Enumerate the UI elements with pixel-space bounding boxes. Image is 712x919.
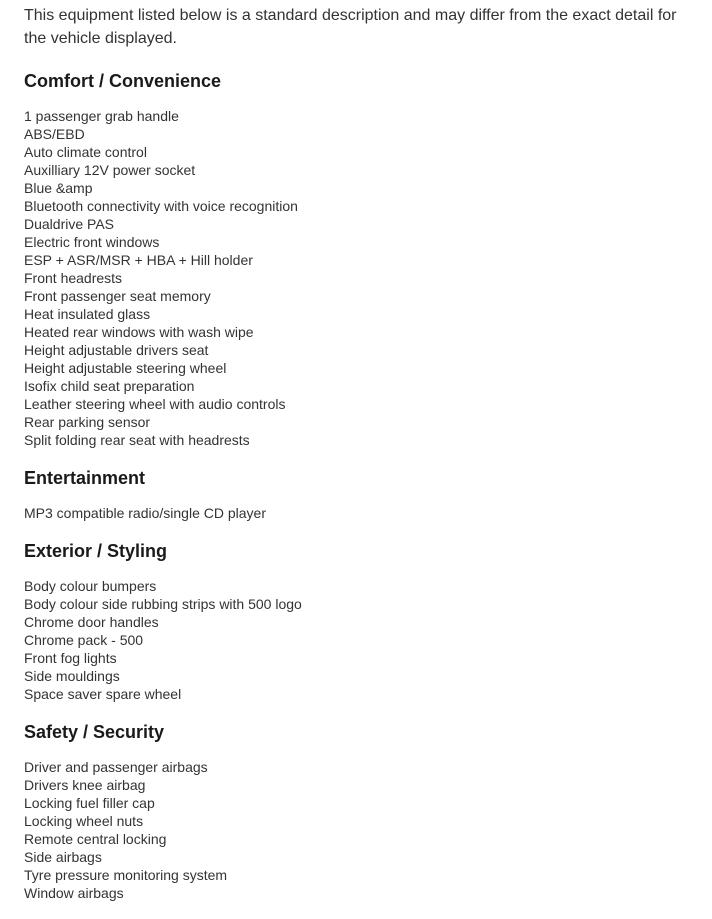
section-comfort-convenience [24, 69, 688, 449]
list-item: Split folding rear seat with headrests [24, 432, 250, 448]
section-safety-security [24, 720, 688, 902]
list-item: Rear parking sensor [24, 414, 151, 430]
equipment-list [24, 577, 688, 703]
list-item: Body colour bumpers [24, 578, 157, 594]
list-item: ABS/EBD [24, 126, 85, 142]
section-title: Entertainment [24, 468, 146, 488]
list-item: Side mouldings [24, 668, 120, 684]
list-item: Electric front windows [24, 234, 160, 250]
list-item: Isofix child seat preparation [24, 378, 195, 394]
list-item: Height adjustable drivers seat [24, 342, 209, 358]
list-item: Window airbags [24, 885, 124, 901]
section-entertainment [24, 466, 688, 522]
section-title: Safety / Security [24, 722, 165, 742]
list-item: Drivers knee airbag [24, 777, 146, 793]
list-item: Height adjustable steering wheel [24, 360, 227, 376]
list-item: Auto climate control [24, 144, 147, 160]
list-item: Chrome pack - 500 [24, 632, 144, 648]
section-exterior-styling [24, 539, 688, 703]
list-item: Body colour side rubbing strips with 500 logo [24, 596, 302, 612]
list-item: Front headrests [24, 270, 123, 286]
intro-text: This equipment listed below is a standard description and may differ from the exact detail for the vehicle displayed. [24, 7, 677, 47]
list-item: Chrome door handles [24, 614, 159, 630]
list-item: Front fog lights [24, 650, 117, 666]
list-item: Front passenger seat memory [24, 288, 211, 304]
equipment-list [24, 758, 688, 902]
section-title: Comfort / Convenience [24, 71, 222, 91]
list-item: Side airbags [24, 849, 102, 865]
list-item: Blue &amp [24, 180, 93, 196]
section-title: Exterior / Styling [24, 541, 168, 561]
list-item: Leather steering wheel with audio controls [24, 396, 286, 412]
list-item: Heat insulated glass [24, 306, 151, 322]
list-item: Space saver spare wheel [24, 686, 182, 702]
list-item: Bluetooth connectivity with voice recognition [24, 198, 298, 214]
list-item: Tyre pressure monitoring system [24, 867, 228, 883]
list-item: Locking wheel nuts [24, 813, 144, 829]
equipment-list [24, 504, 688, 522]
list-item: Auxilliary 12V power socket [24, 162, 196, 178]
list-item: Driver and passenger airbags [24, 759, 208, 775]
list-item: ESP + ASR/MSR + HBA + Hill holder [24, 252, 253, 268]
list-item: Remote central locking [24, 831, 167, 847]
list-item: Locking fuel filler cap [24, 795, 155, 811]
list-item: Dualdrive PAS [24, 216, 115, 232]
list-item: 1 passenger grab handle [24, 108, 179, 124]
equipment-list [24, 107, 688, 449]
list-item: Heated rear windows with wash wipe [24, 324, 254, 340]
list-item: MP3 compatible radio/single CD player [24, 505, 266, 521]
